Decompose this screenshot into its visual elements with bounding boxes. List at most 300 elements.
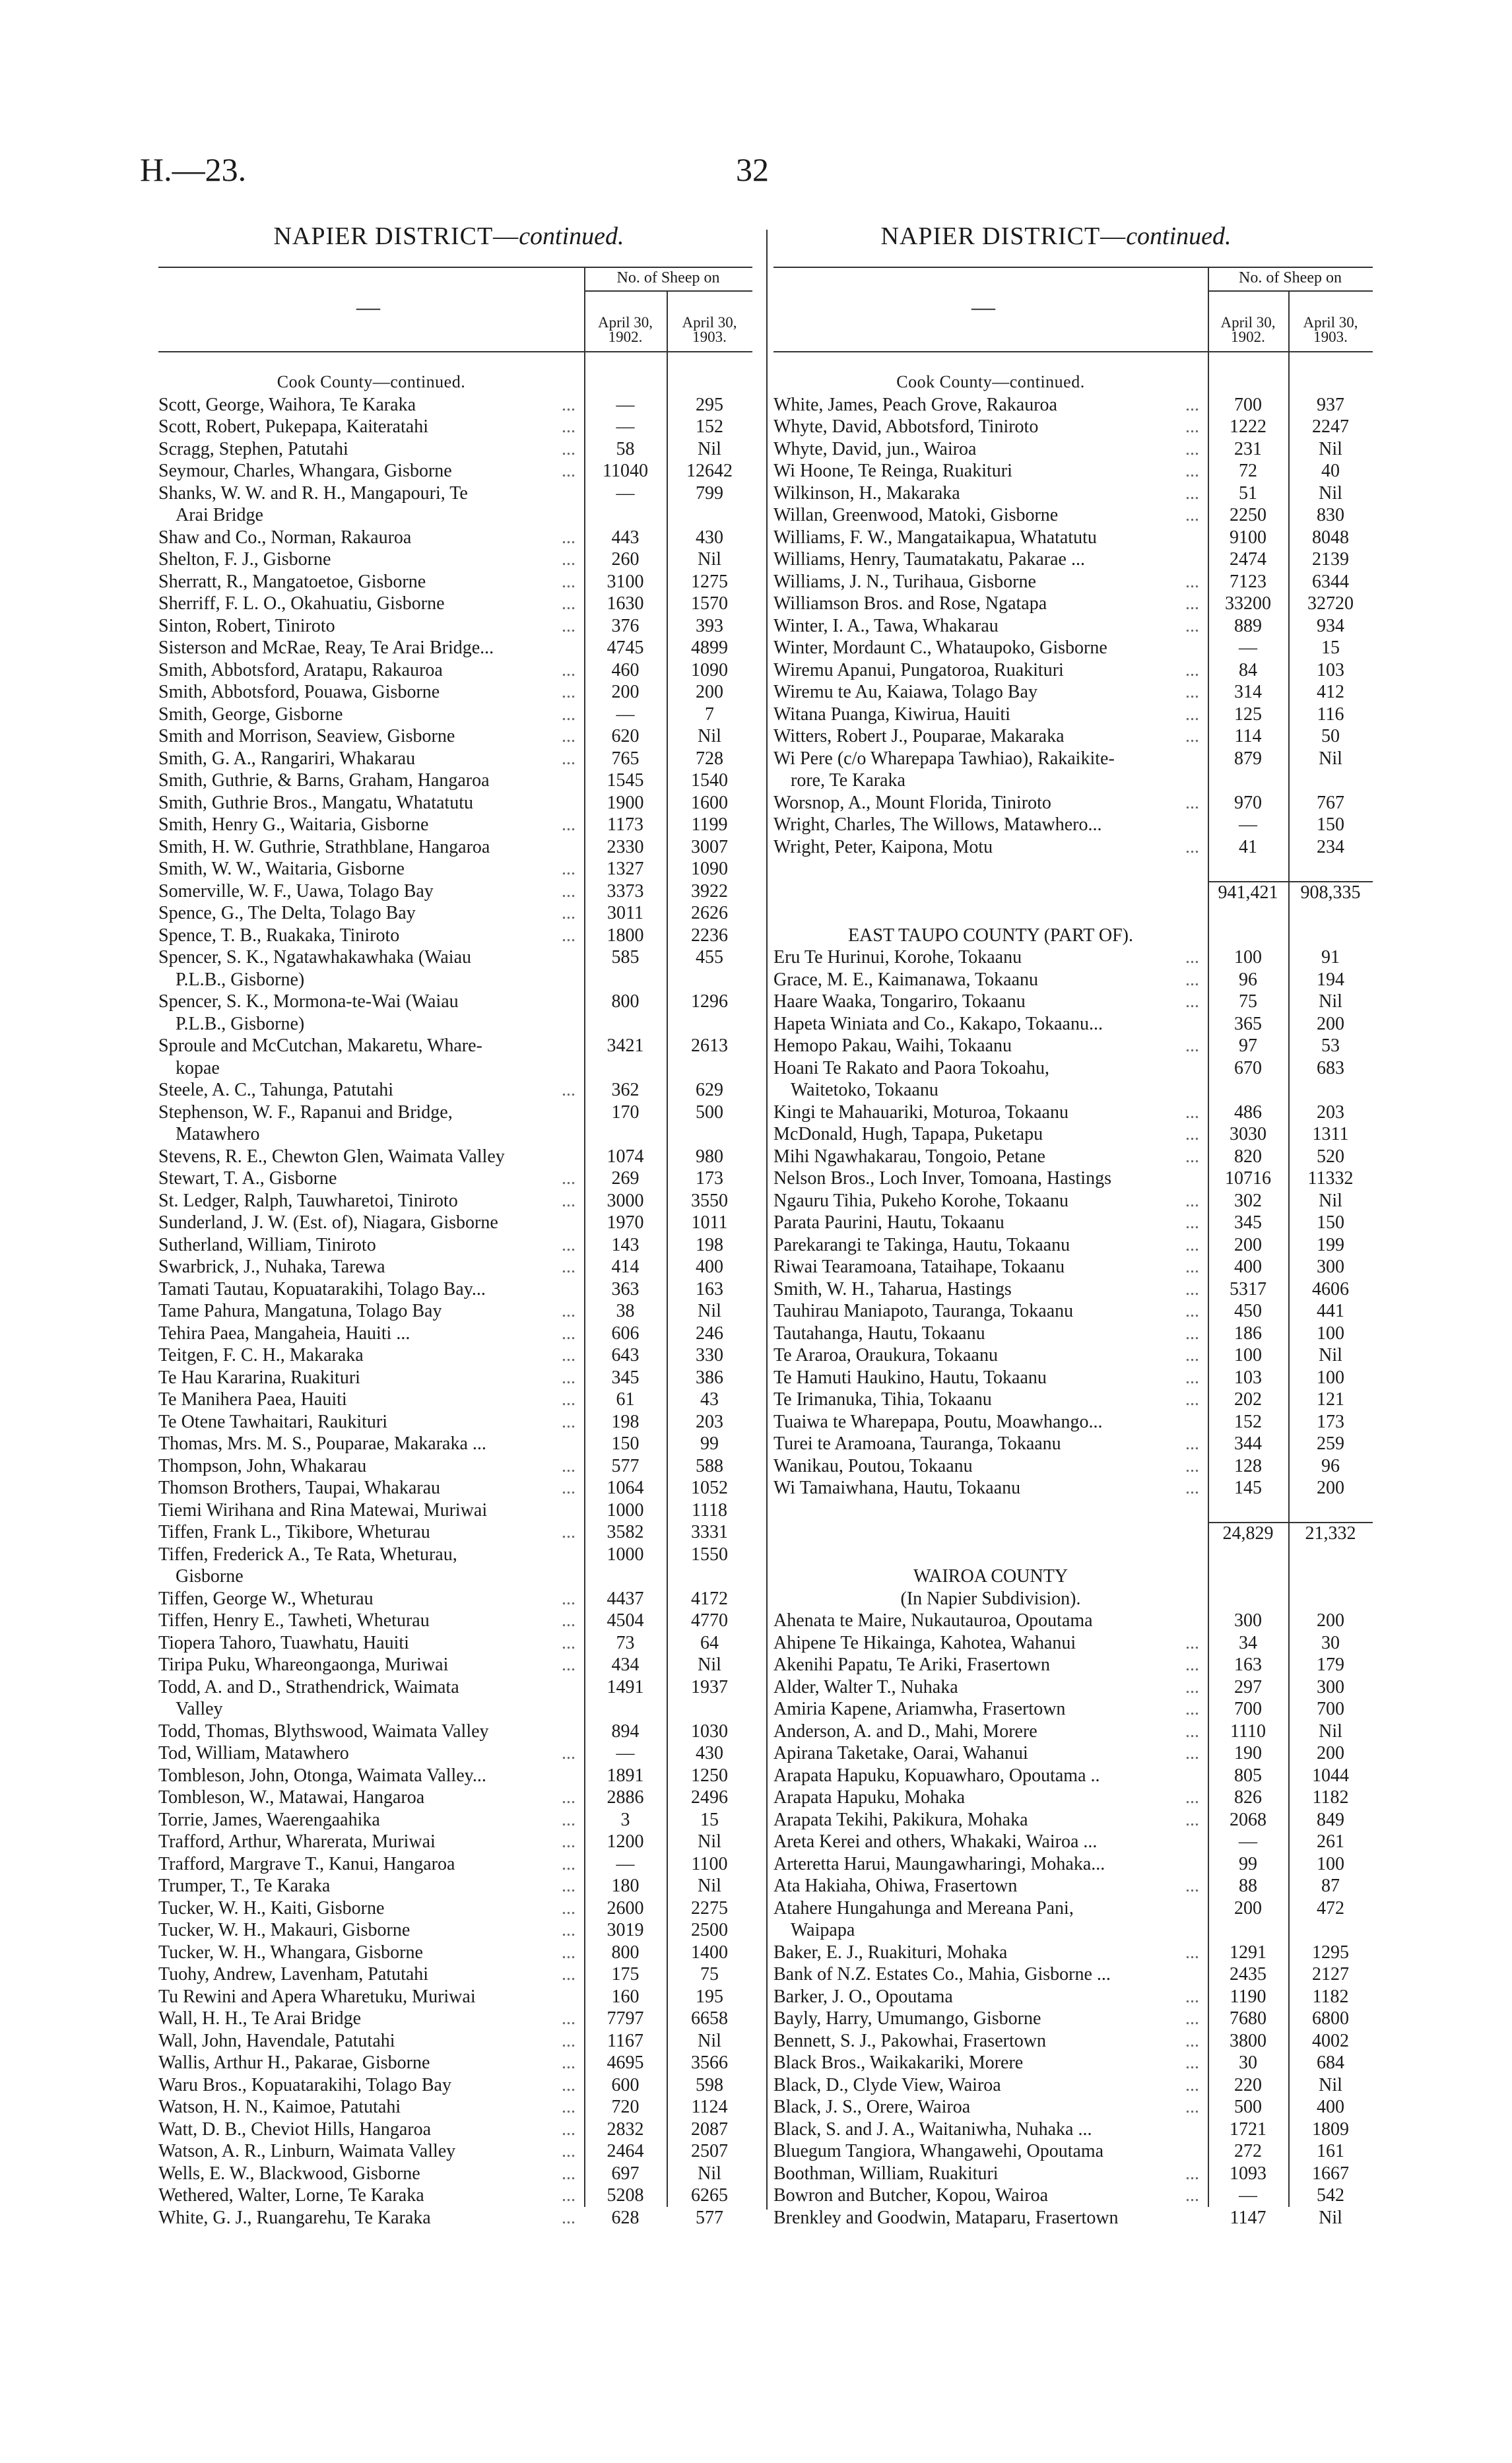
- sheep-1903: Nil: [698, 2163, 721, 2184]
- table-row: [158, 1168, 752, 1191]
- entry-name: Scott, Robert, Pukepapa, Kaiteratahi: [158, 416, 428, 437]
- table-row: [158, 1987, 752, 2009]
- sheep-1902: 314: [1234, 682, 1262, 702]
- section-heading: [773, 1566, 1373, 1589]
- sheep-1902: 73: [616, 1632, 635, 1653]
- entry-name: Witters, Robert J., Pouparae, Makaraka: [773, 726, 1065, 746]
- entry-name: Williams, Henry, Taumatakatu, Pakarae ...: [773, 549, 1085, 570]
- sheep-1902: 1173: [607, 814, 643, 835]
- sheep-1903: 1400: [691, 1942, 728, 1963]
- sheep-1902: 145: [1234, 1478, 1262, 1498]
- table-row: [158, 1589, 752, 1611]
- leader-dots: ...: [1185, 1876, 1199, 1896]
- table-row: [158, 2097, 752, 2119]
- sheep-1902: 4437: [607, 1588, 644, 1609]
- entry-name: Worsnop, A., Mount Florida, Tiniroto: [773, 792, 1051, 813]
- left-header-group: No. of Sheep on: [616, 269, 720, 286]
- sheep-1903: 6265: [691, 2185, 728, 2206]
- table-row: [773, 1367, 1373, 1390]
- entry-name: Te Manihera Paea, Hauiti: [158, 1389, 347, 1410]
- leader-dots: ...: [1185, 1257, 1199, 1277]
- entry-name: Watson, A. R., Linburn, Waimata Valley: [158, 2141, 456, 2161]
- sheep-1903: 99: [700, 1433, 719, 1454]
- leader-dots: ...: [562, 1809, 575, 1830]
- sheep-1903: 43: [700, 1389, 719, 1410]
- sheep-1903: 577: [696, 2207, 723, 2228]
- sheep-1902: 302: [1234, 1190, 1262, 1211]
- sheep-1902: 3800: [1230, 2030, 1266, 2051]
- entry-name: Cook County—continued.: [277, 372, 466, 391]
- sheep-1902: 1190: [1230, 1986, 1266, 2007]
- sheep-1903: 441: [1317, 1301, 1344, 1321]
- table-row: [773, 2119, 1373, 2142]
- table-row: [773, 1987, 1373, 2009]
- entry-name: White, James, Peach Grove, Rakauroa: [773, 394, 1057, 415]
- sheep-1902: 643: [611, 1345, 640, 1365]
- sheep-1903: 103: [1317, 659, 1344, 680]
- sheep-1902: 38: [616, 1301, 635, 1321]
- table-row: [773, 748, 1373, 771]
- table-row: [773, 1257, 1373, 1279]
- leader-dots: ...: [562, 416, 575, 437]
- entry-name: Tiopera Tahoro, Tuawhatu, Hauiti: [158, 1632, 409, 1653]
- entry-name: Te Araroa, Oraukura, Tokaanu: [773, 1345, 998, 1365]
- entry-name: Hapeta Winiata and Co., Kakapo, Tokaanu...: [773, 1013, 1103, 1034]
- entry-name: Sunderland, J. W. (Est. of), Niagara, Gisborne: [158, 1212, 498, 1233]
- table-row: [773, 1035, 1373, 1058]
- sheep-1902: 3373: [607, 880, 644, 902]
- right-header-rule-bottom: [773, 351, 1373, 352]
- leader-dots: ...: [1185, 1212, 1199, 1233]
- table-row: [158, 616, 752, 638]
- leader-dots: ...: [1185, 1787, 1199, 1808]
- sheep-1903: 520: [1317, 1146, 1344, 1167]
- leader-dots: ...: [1185, 1632, 1199, 1653]
- entry-name: Tiffen, George W., Wheturau: [158, 1588, 374, 1609]
- table-row: [158, 1810, 752, 1832]
- entry-name: Tombleson, W., Matawai, Hangaroa: [158, 1787, 425, 1808]
- table-row: [773, 1876, 1373, 1898]
- sheep-1902: 434: [611, 1655, 640, 1675]
- sheep-1902: 41: [1239, 836, 1257, 857]
- sheep-1903: Nil: [1319, 438, 1342, 459]
- sheep-1903: 386: [696, 1367, 723, 1388]
- entry-name: Akenihi Papatu, Te Ariki, Frasertown: [773, 1655, 1051, 1675]
- sheep-1903: 2613: [691, 1035, 728, 1056]
- leader-dots: ...: [1185, 1699, 1199, 1719]
- sheep-1902: 160: [611, 1986, 640, 2007]
- sheep-1903: Nil: [1319, 482, 1342, 504]
- table-row: [158, 1257, 752, 1279]
- table-row: [158, 947, 752, 969]
- table-row: [773, 1743, 1373, 1765]
- entry-name: Arapata Hapuku, Kopuawharo, Opoutama ..: [773, 1765, 1100, 1786]
- table-row: [158, 1235, 752, 1257]
- sheep-1902: —: [616, 482, 635, 504]
- entry-name: Gisborne: [176, 1566, 244, 1587]
- table-row: [773, 1191, 1373, 1213]
- entry-name: Te Hau Kararina, Ruakituri: [158, 1367, 360, 1388]
- table-row: [773, 1412, 1373, 1434]
- table-row: [158, 2208, 752, 2230]
- sheep-1902: 30: [1239, 2052, 1257, 2073]
- sheep-1903: 295: [696, 394, 723, 415]
- sheep-1902: 58: [616, 438, 635, 459]
- sheep-1902: 4745: [607, 638, 644, 658]
- entry-name: Winter, I. A., Tawa, Whakarau: [773, 615, 999, 636]
- entry-name: Black, D., Clyde View, Wairoa: [773, 2074, 1001, 2095]
- table-row: [773, 1301, 1373, 1323]
- table-row: [773, 1124, 1373, 1146]
- leader-dots: ...: [562, 2052, 575, 2073]
- sheep-1903: 100: [1317, 1853, 1344, 1874]
- sheep-1902: 1327: [607, 859, 644, 879]
- sheep-1903: 203: [1317, 1101, 1344, 1123]
- sheep-1903: 75: [700, 1964, 719, 1985]
- sheep-1902: 7797: [607, 2008, 644, 2029]
- table-row: [773, 1323, 1373, 1346]
- entry-name: Sutherland, William, Tiniroto: [158, 1234, 376, 1255]
- entry-name: Scragg, Stephen, Patutahi: [158, 438, 348, 459]
- sheep-1903: 472: [1317, 1897, 1344, 1919]
- sheep-1902: 2832: [607, 2118, 644, 2140]
- sheep-1903: 50: [1321, 726, 1340, 746]
- leader-dots: ...: [1185, 1721, 1199, 1742]
- sheep-1903: Nil: [698, 438, 721, 459]
- left-header-rule-mid: [584, 290, 752, 292]
- table-row: [158, 748, 752, 771]
- sheep-1903: 2275: [691, 1897, 728, 1919]
- table-row: [158, 1124, 752, 1146]
- entry-name: Scott, George, Waihora, Te Karaka: [158, 394, 416, 415]
- sheep-1903: 4002: [1312, 2030, 1349, 2051]
- right-header-col1: [1208, 315, 1288, 345]
- entry-name: Hemopo Pakau, Waihi, Tokaanu: [773, 1035, 1012, 1056]
- left-title-main: NAPIER DISTRICT—: [273, 222, 519, 250]
- sheep-1903: 3331: [691, 1522, 728, 1542]
- table-row: [158, 1367, 752, 1390]
- table-row: [158, 1080, 752, 1102]
- sheep-1902: 700: [1234, 394, 1262, 415]
- leader-dots: ...: [562, 1632, 575, 1653]
- sheep-1902: 33200: [1225, 593, 1271, 614]
- sheep-1903: 195: [696, 1986, 723, 2007]
- entry-name: Ata Hakiaha, Ohiwa, Frasertown: [773, 1876, 1018, 1896]
- entry-name: Kingi te Mahauariki, Moturoa, Tokaanu: [773, 1101, 1068, 1123]
- table-row: [773, 1677, 1373, 1699]
- sheep-1902: 143: [611, 1234, 640, 1255]
- sheep-1902: 362: [611, 1080, 640, 1100]
- leader-dots: ...: [1185, 1743, 1199, 1763]
- entry-name: Te Otene Tawhaitari, Raukituri: [158, 1411, 388, 1432]
- sheep-1902: 84: [1239, 659, 1257, 680]
- sheep-1902: 344: [1234, 1433, 1262, 1454]
- entry-name: Smith, H. W. Guthrie, Strathblane, Hangaroa: [158, 836, 490, 857]
- table-row: [158, 505, 752, 527]
- table-row: [773, 1500, 1373, 1523]
- table-row: [158, 1876, 752, 1898]
- sheep-1903: 1540: [691, 770, 728, 791]
- leader-dots: ...: [1185, 726, 1199, 746]
- table-row: [773, 1964, 1373, 1987]
- sheep-1902: 61: [616, 1389, 635, 1410]
- entry-name: Riwai Tearamoana, Tataihape, Tokaanu: [773, 1257, 1065, 1277]
- table-row: [158, 1433, 752, 1456]
- table-row: [158, 770, 752, 793]
- sheep-1902: 3019: [607, 1920, 644, 1940]
- left-table: [158, 267, 752, 2247]
- sheep-1902: 2464: [607, 2141, 644, 2161]
- entry-name: Spencer, S. K., Mormona-te-Wai (Waiau: [158, 991, 459, 1012]
- leader-dots: ...: [1185, 2030, 1199, 2051]
- leader-dots: ...: [1185, 1655, 1199, 1675]
- entry-name: Anderson, A. and D., Mahi, Morere: [773, 1721, 1037, 1742]
- sheep-1903: 261: [1317, 1831, 1344, 1852]
- sheep-1902: 460: [611, 659, 640, 680]
- sheep-1903: Nil: [1319, 1190, 1342, 1211]
- table-row: [773, 1920, 1373, 1942]
- leader-dots: ...: [562, 1876, 575, 1896]
- leader-dots: ...: [562, 571, 575, 592]
- table-row: [773, 704, 1373, 727]
- table-row: [773, 549, 1373, 572]
- entry-name: Smith, Henry G., Waitaria, Gisborne: [158, 814, 429, 835]
- table-row: [773, 395, 1373, 417]
- sheep-1903: 200: [1317, 1013, 1344, 1034]
- table-row: [773, 1810, 1373, 1832]
- sheep-1903: 393: [696, 615, 723, 636]
- leader-dots: ...: [1185, 969, 1199, 990]
- entry-name: Tucker, W. H., Makauri, Gisborne: [158, 1920, 411, 1940]
- entry-name: Haare Waaka, Tongariro, Tokaanu: [773, 991, 1026, 1012]
- table-row: [158, 461, 752, 483]
- leader-dots: ...: [562, 2097, 575, 2117]
- sheep-1903: 937: [1317, 394, 1344, 415]
- sheep-1903: 203: [696, 1411, 723, 1432]
- sheep-1903: Nil: [698, 1655, 721, 1675]
- table-row: [158, 1765, 752, 1788]
- sheep-1902: 170: [611, 1101, 640, 1123]
- sheep-1902: 150: [611, 1433, 640, 1454]
- left-header-dash: —: [356, 294, 380, 320]
- entry-name: Tiffen, Frederick A., Te Rata, Wheturau,: [158, 1544, 457, 1565]
- leader-dots: ...: [562, 1301, 575, 1321]
- entry-name: Shaw and Co., Norman, Rakauroa: [158, 527, 412, 548]
- entry-name: Tautahanga, Hautu, Tokaanu: [773, 1323, 985, 1344]
- table-row: [773, 1765, 1373, 1788]
- sheep-1903: 430: [696, 527, 723, 548]
- table-row: [158, 837, 752, 859]
- entry-name: Bennett, S. J., Pakowhai, Frasertown: [773, 2030, 1046, 2051]
- sheep-1902: 163: [1234, 1655, 1262, 1675]
- sheep-1903: 2236: [691, 925, 728, 946]
- entry-name: Black Bros., Waikakariki, Morere: [773, 2052, 1024, 2073]
- sheep-1903: 30: [1321, 1632, 1340, 1653]
- right-header-col1-l1: April 30,: [1220, 314, 1276, 331]
- table-row: [158, 1787, 752, 1810]
- leader-dots: ...: [1185, 2074, 1199, 2095]
- table-row: [773, 1633, 1373, 1655]
- leader-dots: ...: [562, 1853, 575, 1874]
- entry-name: White, G. J., Ruangarehu, Te Karaka: [158, 2207, 431, 2228]
- entry-name: Sinton, Robert, Tiniroto: [158, 615, 335, 636]
- entry-name: WAIROA COUNTY: [913, 1566, 1068, 1587]
- table-row: [773, 1058, 1373, 1080]
- entry-name: Bowron and Butcher, Kopou, Wairoa: [773, 2185, 1049, 2206]
- entry-name: Waitetoko, Tokaanu: [791, 1080, 938, 1100]
- sheep-1903: 4172: [691, 1588, 728, 1609]
- leader-dots: ...: [1185, 792, 1199, 813]
- leader-dots: ...: [562, 1522, 575, 1542]
- sheep-1903: 15: [1321, 638, 1340, 658]
- leader-dots: ...: [562, 925, 575, 946]
- leader-dots: ...: [562, 1942, 575, 1963]
- table-row: [773, 461, 1373, 483]
- sheep-1902: 628: [611, 2207, 640, 2228]
- sheep-1902: 765: [611, 748, 640, 769]
- table-row: [158, 1389, 752, 1412]
- leader-dots: ...: [1185, 1190, 1199, 1211]
- entry-name: Amiria Kapene, Ariamwha, Frasertown: [773, 1699, 1066, 1719]
- table-row: [773, 2141, 1373, 2163]
- entry-name: Trumper, T., Te Karaka: [158, 1876, 331, 1896]
- entry-name: Te Irimanuka, Tihia, Tokaanu: [773, 1389, 992, 1410]
- entry-name: Wi Hoone, Te Reinga, Ruakituri: [773, 461, 1012, 481]
- table-row: [158, 1146, 752, 1169]
- entry-name: Tiemi Wirihana and Rina Matewai, Muriwai: [158, 1499, 488, 1521]
- sheep-1902: 2250: [1230, 505, 1266, 525]
- sheep-1902: 103: [1234, 1367, 1262, 1388]
- leader-dots: ...: [562, 1478, 575, 1498]
- leader-dots: ...: [562, 593, 575, 614]
- table-row: [158, 859, 752, 881]
- sheep-1902: 97: [1239, 1035, 1257, 1056]
- table-row: [158, 1699, 752, 1721]
- sheep-1902: 894: [611, 1721, 640, 1742]
- entry-name: Seymour, Charles, Whangara, Gisborne: [158, 461, 452, 481]
- sheep-1902: 1064: [607, 1478, 644, 1498]
- entry-name: Black, S. and J. A., Waitaniwha, Nuhaka ...: [773, 2118, 1092, 2140]
- right-header-col2-l1: April 30,: [1303, 314, 1358, 331]
- right-title-main: NAPIER DISTRICT—: [880, 222, 1127, 250]
- table-row: [158, 1058, 752, 1080]
- entry-name: Arapata Hapuku, Mohaka: [773, 1787, 966, 1808]
- table-row: [773, 2163, 1373, 2186]
- leader-dots: ...: [1185, 438, 1199, 459]
- entry-name: Mihi Ngawhakarau, Tongoio, Petane: [773, 1146, 1045, 1167]
- table-row: [158, 814, 752, 837]
- sheep-1903: 200: [1317, 1743, 1344, 1763]
- table-row: [773, 903, 1373, 925]
- sheep-1902: 269: [611, 1168, 640, 1189]
- leader-dots: ...: [562, 1323, 575, 1344]
- leader-dots: ...: [1185, 416, 1199, 437]
- table-row: [773, 1456, 1373, 1478]
- sheep-1902: 7680: [1230, 2008, 1266, 2029]
- sheep-1902: 5317: [1230, 1278, 1266, 1299]
- sheep-1902: 800: [611, 991, 640, 1012]
- sheep-1902: 450: [1234, 1301, 1262, 1321]
- sheep-1902: 365: [1234, 1013, 1262, 1034]
- entry-name: Waipapa: [791, 1920, 855, 1940]
- entry-name: rore, Te Karaka: [791, 770, 905, 791]
- sheep-1903: 908,335: [1288, 881, 1373, 903]
- leader-dots: ...: [1185, 1676, 1199, 1697]
- sheep-1902: 200: [1234, 1234, 1262, 1255]
- sheep-1902: 1291: [1230, 1942, 1266, 1963]
- entry-name: Spence, G., The Delta, Tolago Bay: [158, 903, 416, 923]
- leader-dots: ...: [1185, 1301, 1199, 1321]
- table-row: [773, 1831, 1373, 1854]
- entry-name: Stewart, T. A., Gisborne: [158, 1168, 337, 1189]
- sheep-1902: 800: [611, 1942, 640, 1963]
- leader-dots: ...: [1185, 682, 1199, 702]
- table-row: [773, 616, 1373, 638]
- left-header-col2-l2: 1903.: [692, 329, 727, 345]
- entry-name: Thompson, John, Whakarau: [158, 1455, 367, 1476]
- leader-dots: ...: [562, 1234, 575, 1255]
- sheep-1902: 190: [1234, 1743, 1262, 1763]
- sheep-1903: Nil: [1319, 2207, 1342, 2228]
- table-row: [158, 1854, 752, 1876]
- sheep-1903: 430: [696, 1743, 723, 1763]
- sheep-1902: 1074: [607, 1146, 644, 1167]
- sheep-1902: 700: [1234, 1699, 1262, 1719]
- sheep-1902: 577: [611, 1455, 640, 1476]
- leader-dots: ...: [562, 903, 575, 923]
- leader-dots: ...: [562, 2074, 575, 2095]
- entry-name: Bank of N.Z. Estates Co., Mahia, Gisborne ...: [773, 1964, 1111, 1985]
- entry-name: Torrie, James, Waerengaahika: [158, 1809, 380, 1830]
- sheep-1903: 412: [1317, 682, 1344, 702]
- leader-dots: ...: [1185, 1986, 1199, 2007]
- sheep-1903: 4606: [1312, 1278, 1349, 1299]
- sheep-1903: 830: [1317, 505, 1344, 525]
- sheep-1903: 455: [696, 947, 723, 968]
- entry-name: EAST TAUPO COUNTY (PART OF).: [848, 925, 1133, 946]
- sheep-1903: 173: [696, 1168, 723, 1189]
- entry-name: Ahipene Te Hikainga, Kahotea, Wahanui: [773, 1632, 1076, 1653]
- table-row: [773, 726, 1373, 748]
- entry-name: Sproule and McCutchan, Makaretu, Whare-: [158, 1035, 482, 1056]
- entry-name: Williams, F. W., Mangataikapua, Whatatutu: [773, 527, 1097, 548]
- leader-dots: ...: [562, 859, 575, 879]
- entry-name: Tucker, W. H., Whangara, Gisborne: [158, 1942, 423, 1963]
- sheep-1903: 200: [1317, 1478, 1344, 1498]
- right-header-rule-mid: [1208, 290, 1373, 292]
- table-row: [158, 1412, 752, 1434]
- table-row: [773, 505, 1373, 527]
- leader-dots: ...: [1185, 1035, 1199, 1056]
- leader-dots: ...: [1185, 615, 1199, 636]
- table-row: [158, 1212, 752, 1235]
- leader-dots: ...: [1185, 1124, 1199, 1144]
- sheep-1903: 683: [1317, 1057, 1344, 1078]
- table-row: [158, 682, 752, 704]
- leader-dots: ...: [562, 1588, 575, 1609]
- sheep-1902: 3582: [607, 1522, 644, 1542]
- table-row: [158, 572, 752, 594]
- sheep-1903: Nil: [1319, 1721, 1342, 1742]
- table-row: [773, 527, 1373, 550]
- sheep-1902: 620: [611, 726, 640, 746]
- sheep-1903: 598: [696, 2074, 723, 2095]
- leader-dots: ...: [1185, 571, 1199, 592]
- entry-name: Tucker, W. H., Kaiti, Gisborne: [158, 1897, 385, 1919]
- sheep-1902: 3421: [607, 1035, 644, 1056]
- sheep-1902: 260: [611, 549, 640, 570]
- entry-name: Wells, E. W., Blackwood, Gisborne: [158, 2163, 420, 2184]
